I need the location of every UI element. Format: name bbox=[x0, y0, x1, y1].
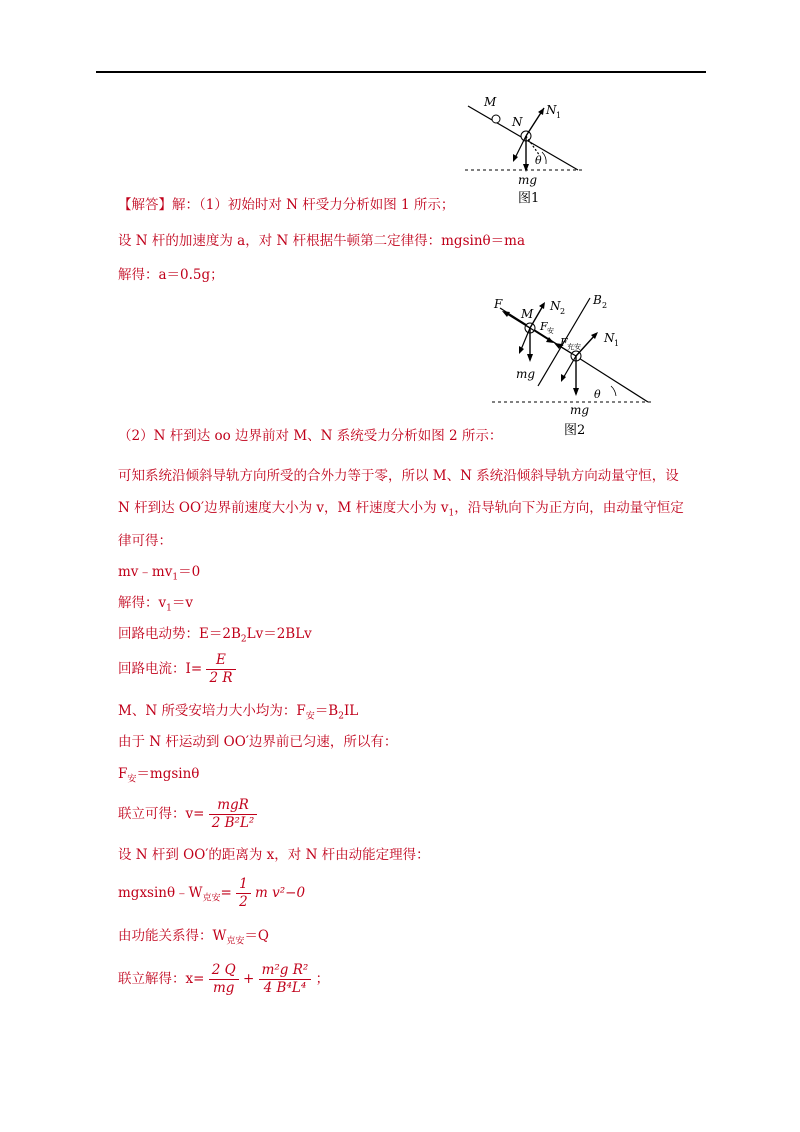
answer-line-9: 解得：$v_1=v$ bbox=[118, 595, 194, 614]
fig1-label-N1: N bbox=[546, 103, 557, 117]
fig2-label-N1: N bbox=[604, 331, 615, 345]
answer-line-15: 联立可得：v= $\frac{\text{mgR}}{\text{2 B²L²}}$ bbox=[118, 797, 257, 832]
fig2-label-mg-bottom: mg bbox=[570, 403, 590, 417]
svg-text:1: 1 bbox=[614, 339, 620, 348]
figure-2 bbox=[490, 290, 660, 440]
fig2-caption: 图2 bbox=[564, 423, 586, 438]
answer-line-18: 由功能关系得：$W_{克安}=Q$ bbox=[118, 928, 269, 947]
fraction-half: $\frac{1}{2}$ bbox=[236, 876, 251, 911]
fig2-label-F: F bbox=[494, 297, 503, 311]
rod-M-circle bbox=[492, 115, 500, 123]
fig1-label-mg: mg bbox=[518, 173, 538, 187]
fig1-caption: 图1 bbox=[518, 191, 540, 206]
answer-line-10: 回路电动势：$E=2B_2Lv=2BLv$ bbox=[118, 626, 312, 645]
fig1-label-N: N bbox=[512, 115, 523, 129]
answer-line-3: 解得：a＝0.5g； bbox=[118, 267, 224, 283]
answer-line-2: 设 N 杆的加速度为 a，对 N 杆根据牛顿第二定律得：mgsinθ＝ma bbox=[118, 233, 525, 249]
fig2-label-M: M bbox=[521, 307, 534, 321]
answer-line-14: $F_安=mgsin\theta$ bbox=[118, 766, 200, 785]
svg-text:2: 2 bbox=[602, 301, 608, 310]
fig2-label-theta: θ bbox=[594, 388, 601, 401]
fig2-label-Fchongan: F bbox=[560, 336, 568, 349]
fraction-v: $\frac{\text{mgR}}{\text{2 B²L²}}$ bbox=[209, 797, 258, 832]
answer-line-6: N 杆到达 OO′边界前速度大小为 v，M 杆速度大小为 $v_1$，沿导轨向下为正方向，由动量守恒定 bbox=[118, 500, 684, 519]
fraction-m2gR2: $\frac{\text{m²g R²}}{\text{4 B⁴L⁴}}$ bbox=[259, 962, 312, 997]
fig1-label-M: M bbox=[484, 95, 497, 109]
answer-line-1: 【解答】解：（1）初始时对 N 杆受力分析如图 1 所示； bbox=[118, 197, 455, 213]
svg-text:2: 2 bbox=[560, 307, 566, 316]
answer-line-12: M、N 所受安培力大小均为：$F_安=B_2IL$ bbox=[118, 703, 359, 722]
answer-line-17: $mgxsin\theta﹣W_{克安}=$ $\frac{1}{2}$ m v²−0 bbox=[118, 876, 306, 910]
fraction-E-over-2R: $\frac{E}{2 R}$ bbox=[206, 652, 235, 687]
svg-text:1: 1 bbox=[556, 111, 562, 120]
answer-line-11: 回路电流：I= $\frac{E}{2 R}$ bbox=[118, 652, 236, 687]
fig2-label-N2: N bbox=[550, 299, 561, 313]
answer-line-4: （2）N 杆到达 oo 边界前对 M、N 系统受力分析如图 2 所示： bbox=[118, 428, 503, 444]
fig2-label-Fan: F bbox=[540, 320, 548, 333]
answer-line-16: 设 N 杆到 OO′的距离为 x，对 N 杆由动能定理得： bbox=[118, 847, 430, 863]
svg-text:安: 安 bbox=[547, 327, 554, 335]
answer-line-13: 由于 N 杆运动到 OO′边界前已匀速，所以有： bbox=[118, 734, 398, 750]
header-rule bbox=[96, 71, 706, 73]
fraction-2Q-over-mg: $\frac{2 Q}{mg}$ bbox=[209, 962, 239, 997]
figure-1 bbox=[460, 92, 590, 207]
answer-tag: 【解答】 bbox=[118, 197, 172, 213]
answer-line-19: 联立解得：x= $\frac{2 Q}{mg}$ + $\frac{\text{m²g R²}}{\text{4 B⁴L⁴}}$ ； bbox=[118, 962, 330, 996]
svg-text:充安: 充安 bbox=[567, 343, 581, 351]
fig1-label-theta: θ bbox=[535, 154, 542, 167]
answer-line-5: 可知系统沿倾斜导轨方向所受的合外力等于零，所以 M、N 系统沿倾斜导轨方向动量守恒，设 bbox=[118, 468, 679, 484]
answer-line-7: 律可得： bbox=[118, 533, 172, 549]
fig2-label-mg-left: mg bbox=[516, 367, 536, 381]
fig2-label-B2: B bbox=[593, 293, 602, 307]
answer-line-8: $mv﹣mv_1=0$ bbox=[118, 564, 201, 583]
